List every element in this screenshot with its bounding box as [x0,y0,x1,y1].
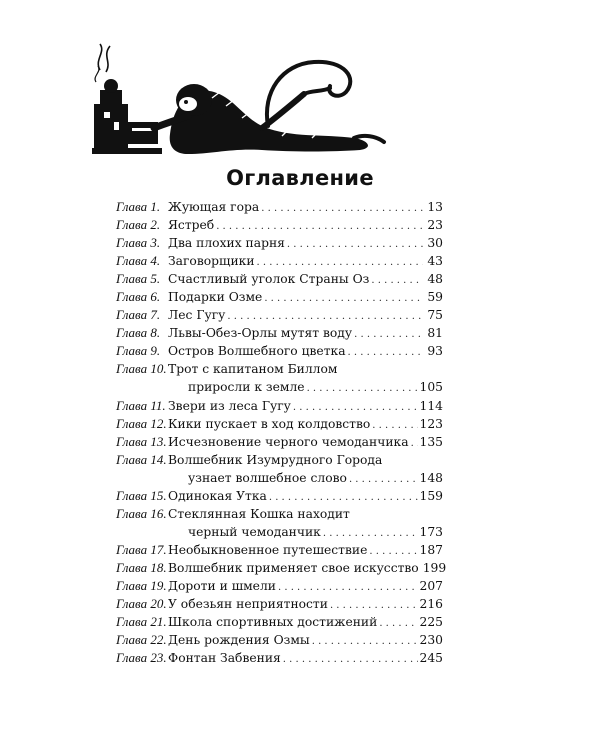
leader-dots [371,270,423,290]
leader-dots [264,288,423,308]
chapter-title: Школа спортивных достижений [168,615,378,630]
toc-line [116,397,443,415]
toc-line [116,216,443,234]
leader-dots [216,216,423,236]
page-number: 225 [419,615,443,630]
toc-entry [116,198,443,216]
page-number: 159 [419,488,443,503]
toc-line [116,415,443,433]
page-number: 207 [419,578,443,593]
chapter-label: Глава 9. [116,343,161,359]
chapter-title: Волшебник применяет свое искусство [168,560,419,575]
toc-line [116,595,443,613]
toc-line [116,469,443,487]
chapter-title: Одинокая Утка [168,488,267,503]
leader-dots [312,631,418,651]
toc-entry [116,577,443,595]
toc-line [116,360,443,378]
chapter-label: Глава 16. [116,505,167,521]
toc-entry [116,595,443,613]
chapter-label: Глава 6. [116,289,161,305]
toc-entry [116,487,443,505]
chapter-title: Исчезновение черного чемоданчика [168,434,409,449]
chapter-title: Необыкновенное путешествие [168,542,368,557]
chapter-title: День рождения Озмы [168,633,310,648]
chapter-label: Глава 17. [116,541,167,557]
toc-line [116,451,443,469]
monkey-writing-illustration [92,42,392,162]
table-of-contents [116,198,447,667]
leader-dots [349,469,418,489]
chapter-title: Подарки Озме [168,290,263,305]
leader-dots [323,523,418,543]
toc-entry [116,306,443,324]
toc-line [116,487,443,505]
page-number: 216 [419,597,443,612]
page-number: 75 [427,308,443,323]
toc-line [116,198,443,216]
page-number: 245 [419,651,443,666]
toc-line [116,631,443,649]
page-number: 199 [422,560,447,575]
toc-line [116,577,443,595]
page-number: 23 [427,218,443,233]
chapter-label: Глава 20. [116,596,167,612]
chapter-label: Глава 11. [116,397,166,413]
page-number: 123 [419,416,443,431]
toc-entry [116,342,443,360]
page-number: 230 [419,633,443,648]
chapter-label: Глава 10. [116,361,167,377]
page-number: 135 [419,434,443,449]
leader-dots [269,487,418,507]
chapter-title: приросли к земле [188,380,305,395]
chapter-title: Ястреб [168,218,215,233]
chapter-title: Два плохих парня [168,236,285,251]
chapter-label: Глава 23. [116,650,167,666]
leader-dots [293,397,418,417]
toc-line [116,252,443,270]
page-number: 93 [427,344,443,359]
toc-line [116,559,447,577]
chapter-title: черный чемоданчик [188,524,321,539]
chapter-title: Жующая гора [168,200,260,214]
toc-entry [116,288,443,306]
leader-dots [283,649,418,669]
chapter-label: Глава 8. [116,325,161,341]
chapter-label: Глава 19. [116,577,167,593]
page-number: 105 [419,380,443,395]
leader-dots [278,577,418,597]
leader-dots [348,342,423,362]
toc-line [116,613,443,631]
chapter-label: Глава 22. [116,632,167,648]
chapter-label: Глава 5. [116,271,161,287]
toc-entry [116,216,443,234]
chapter-label: Глава 1. [116,199,161,214]
toc-line [116,342,443,360]
chapter-title: Дороти и шмели [168,578,276,593]
leader-dots [257,252,423,272]
page-number: 43 [427,254,443,269]
chapter-label: Глава 13. [116,433,167,449]
page-number: 148 [419,470,443,485]
chapter-title: узнает волшебное слово [188,470,347,485]
page-number: 81 [427,326,443,341]
toc-line [116,433,443,451]
chapter-title: Трот с капитаном Биллом [168,362,338,377]
leader-dots [227,306,423,326]
chapter-title: Фонтан Забвения [168,651,281,666]
toc-line [116,523,443,541]
toc-line [116,505,443,523]
chapter-title: Кики пускает в ход колдовство [168,416,371,431]
leader-dots [287,234,423,254]
chapter-title: Львы-Обез-Орлы мутят воду [168,326,353,341]
leader-dots [379,613,417,633]
toc-entry [116,541,443,559]
toc-entry [116,649,443,667]
page-number: 13 [427,200,443,214]
toc-line [116,270,443,288]
toc-line [116,541,443,559]
page-number: 187 [419,542,443,557]
page-number: 173 [419,524,443,539]
chapter-title: Стеклянная Кошка находит [168,506,350,521]
chapter-title: Заговорщики [168,254,255,269]
page-number: 59 [427,290,443,305]
toc-line [116,378,443,396]
chapter-label: Глава 12. [116,415,167,431]
toc-line [116,649,443,667]
page-number: 30 [427,236,443,251]
chapter-label: Глава 14. [116,451,167,467]
toc-entry [116,613,443,631]
leader-dots [261,198,423,218]
chapter-title: У обезьян неприятности [168,597,328,612]
chapter-title: Звери из леса Гугу [168,398,291,413]
toc-line [116,324,443,342]
toc-line [116,288,443,306]
leader-dots [354,324,423,344]
leader-dots [372,415,417,435]
chapter-label: Глава 15. [116,487,167,503]
toc-entry [116,433,443,451]
leader-dots [369,541,417,561]
chapter-title: Лес Гугу [168,308,226,323]
leader-dots [307,378,418,398]
leader-dots [330,595,418,615]
page-number: 114 [419,398,443,413]
chapter-label: Глава 21. [116,614,167,630]
chapter-label: Глава 3. [116,235,161,251]
toc-entry [116,234,443,252]
chapter-label: Глава 4. [116,253,161,269]
chapter-title: Остров Волшебного цветка [168,344,346,359]
leader-dots [411,433,418,453]
toc-entry [116,559,447,577]
chapter-title: Счастливый уголок Страны Оз [168,272,370,287]
toc-entry [116,324,443,342]
page-number: 48 [427,272,443,287]
toc-line [116,234,443,252]
toc-entry [116,505,443,541]
toc-entry [116,270,443,288]
toc-entry [116,451,443,487]
toc-entry [116,360,443,396]
toc-entry [116,397,443,415]
chapter-label: Глава 2. [116,217,161,233]
chapter-label: Глава 7. [116,307,161,323]
chapter-label: Глава 18. [116,559,167,575]
page-title: Оглавление [226,166,374,190]
toc-entry [116,631,443,649]
chapter-title: Волшебник Изумрудного Города [168,452,383,467]
toc-line [116,306,443,324]
toc-entry [116,415,443,433]
toc-entry [116,252,443,270]
